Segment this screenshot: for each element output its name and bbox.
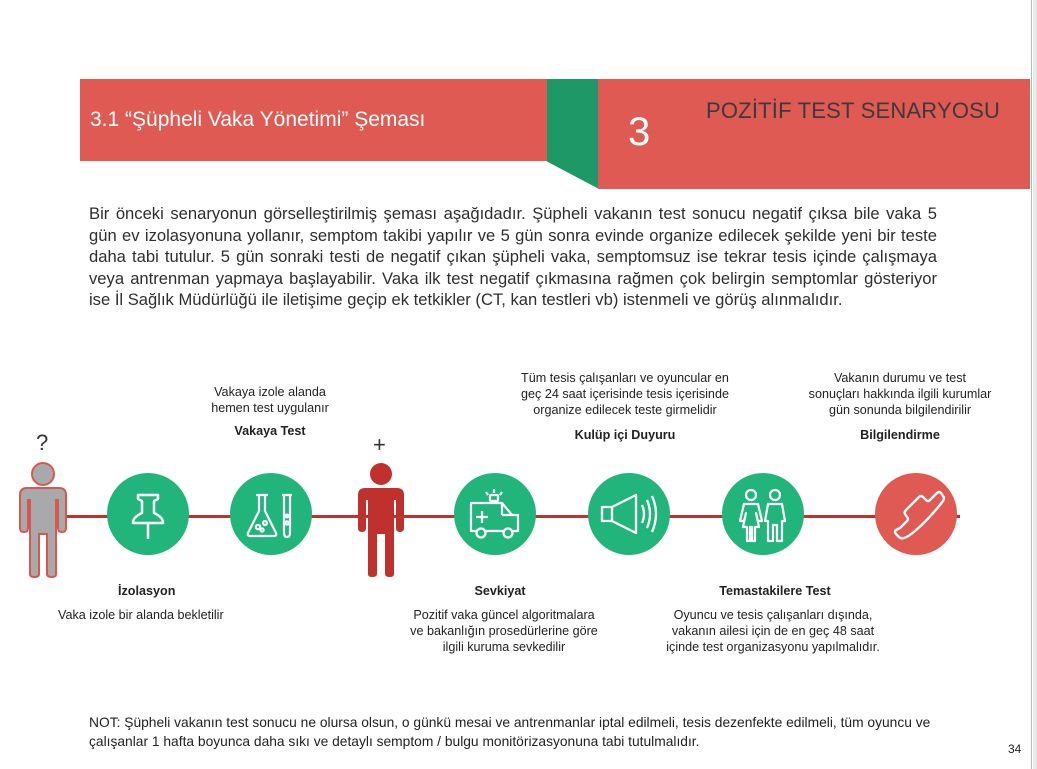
inform-circle — [875, 473, 957, 555]
page-edge-shadow — [1033, 0, 1037, 769]
header-banner-right — [598, 79, 1030, 189]
inform-desc-line3: gün sonunda bilgilendirilir — [828, 403, 972, 417]
inform-title: Bilgilendirme — [860, 428, 940, 442]
positive-person-icon — [352, 462, 410, 578]
footer-note: NOT: Şüpheli vakanın test sonucu ne olursa olsun, o günkü mesai ve antrenmanlar iptal edilmeli, tesis dezenfekte edilmeli, tüm oyuncu ve çalışanlar 1 hafta boyunca daha sıkı ve detaylı semptom / bulgu monitörizasyonuna tabi tutulmalıdır. — [89, 715, 931, 749]
phone-icon — [875, 473, 957, 555]
contacts-desc-line3: içinde test organizasyonu yapılmalıdır. — [666, 640, 880, 654]
contacts-circle — [722, 473, 804, 555]
isolation-circle — [107, 473, 189, 555]
transfer-title: Sevkiyat — [474, 584, 526, 598]
ambulance-icon — [454, 473, 536, 555]
intro-paragraph: Bir önceki senaryonun görselleştirilmiş şeması aşağıdadır. Şüpheli vakanın test sonucu negatif çıksa bile vaka 5 gün ev izolasyonuna yollanır, semptom takibi yapılır ve 5 gün sonra evinde organize edilecek şekilde yeni bir teste daha tabi tutulur. 5 gün sonraki testi de negatif çıkan şüpheli vaka, semptomsuz ise tekrar tesis içinde çalışmaya veya antrenman yapmaya başlayabilir. Vaka ilk test negatif çıkmasına rağmen çok belirgin semptomlar gösteriyor ise İl Sağlık Müdürlüğü ile iletişime geçip ek tetkikler (CT, kan testleri vb) istenmeli ve görüş alınmalıdır. — [89, 204, 937, 310]
transfer-desc-line2: ve bakanlığın prosedürlerine göre — [410, 624, 598, 638]
announce-title: Kulüp içi Duyuru — [574, 428, 676, 442]
page-number: 34 — [1008, 742, 1022, 756]
transfer-desc-line1: Pozitif vaka güncel algoritmalara — [413, 608, 595, 622]
contacts-desc-line1: Oyuncu ve tesis çalışanları dışında, — [673, 608, 873, 622]
test-title: Vakaya Test — [234, 424, 306, 438]
test-desc-line1: Vakaya izole alanda — [214, 385, 326, 399]
contacts-desc-line2: vakanın ailesi için de en geç 48 saat — [671, 624, 875, 638]
megaphone-icon — [588, 473, 670, 555]
question-mark: ? — [36, 430, 49, 455]
section-heading: POZİTİF TEST SENARYOSU — [706, 98, 1001, 123]
inform-desc-line2: sonuçları hakkında ilgili kurumlar — [808, 387, 992, 401]
pushpin-icon — [107, 473, 189, 555]
test-circle — [230, 473, 312, 555]
section-number: 3 — [628, 110, 651, 154]
transfer-circle — [454, 473, 536, 555]
transfer-desc-line3: ilgili kuruma sevkedilir — [442, 640, 566, 654]
isolation-title: İzolasyon — [118, 584, 176, 598]
page-edge — [1031, 0, 1032, 769]
test-desc-line2: hemen test uygulanır — [211, 401, 329, 415]
contacts-title: Temastakilere Test — [719, 584, 831, 598]
isolation-desc: Vaka izole bir alanda bekletilir — [58, 608, 224, 622]
inform-desc-line1: Vakanın durumu ve test — [833, 371, 967, 385]
section-title: 3.1 “Şüpheli Vaka Yönetimi” Şeması — [90, 108, 426, 131]
header-banner-accent — [547, 79, 599, 189]
announce-desc-line2: geç 24 saat içerisinde tesis içerisinde — [521, 387, 729, 401]
lab-flask-icon — [230, 473, 312, 555]
announce-desc-line3: organize edilecek teste girmelidir — [533, 403, 717, 417]
suspect-person-icon — [14, 462, 72, 578]
plus-mark: + — [373, 432, 386, 457]
announce-desc-line1: Tüm tesis çalışanları ve oyuncular en — [521, 371, 729, 385]
people-icon — [722, 473, 804, 555]
announce-circle — [588, 473, 670, 555]
